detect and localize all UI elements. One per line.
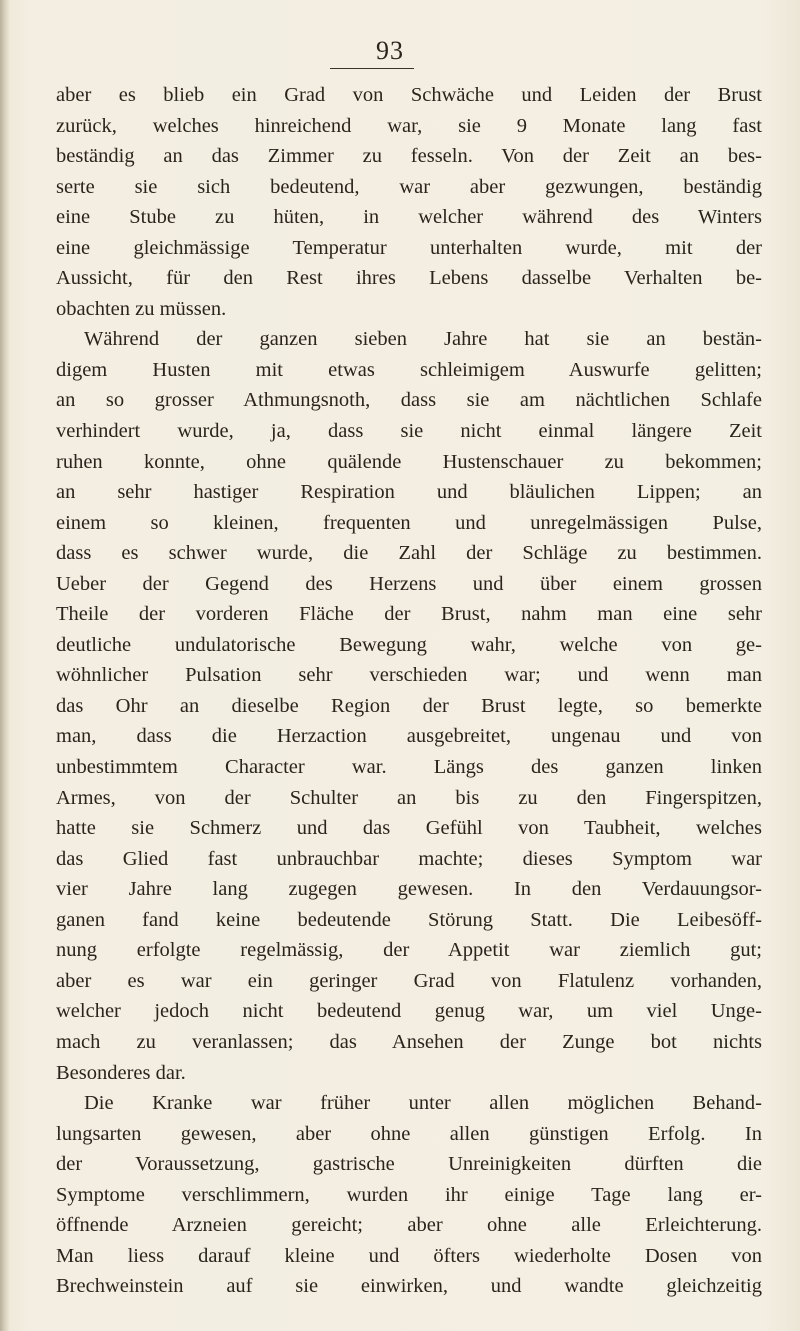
text-line: an sehr hastiger Respiration und bläulichen Lippen; an (56, 481, 762, 504)
text-line: das Ohr an dieselbe Region der Brust legte, so bemerkte (56, 694, 762, 717)
text-line: einem so kleinen, frequenten und unregelmässigen Pulse, (56, 511, 762, 534)
text-line: man, dass die Herzaction ausgebreitet, ungenau und von (56, 725, 762, 748)
text-line: aber es blieb ein Grad von Schwäche und Leiden der Brust (56, 84, 762, 106)
text-line: öffnende Arzneien gereicht; aber ohne alle Erleichterung. (56, 1214, 762, 1237)
text-line: mach zu veranlassen; das Ansehen der Zunge bot nichts (56, 1030, 762, 1053)
page-binding-edge (0, 0, 10, 1331)
text-line: serte sie sich bedeutend, war aber gezwungen, beständig (56, 175, 762, 198)
text-line: das Glied fast unbrauchbar machte; dieses Symptom war (56, 847, 762, 870)
text-line: dass es schwer wurde, die Zahl der Schläge zu bestimmen. (56, 542, 762, 565)
text-line: obachten zu müssen. (56, 297, 227, 320)
text-line: eine Stube zu hüten, in welcher während des Winters (56, 206, 762, 229)
text-line: deutliche undulatorische Bewegung wahr, welche von ge- (56, 633, 762, 656)
text-line: unbestimmtem Character war. Längs des ganzen linken (56, 756, 762, 779)
text-line: verhindert wurde, ja, dass sie nicht einmal längere Zeit (56, 420, 762, 443)
text-line: Symptome verschlimmern, wurden ihr einige Tage lang er- (56, 1183, 762, 1206)
text-line: vier Jahre lang zugegen gewesen. In den Verdauungsor- (56, 878, 762, 901)
text-line: welcher jedoch nicht bedeutend genug war, um viel Unge- (56, 1000, 762, 1023)
text-line: Besonderes dar. (56, 1061, 186, 1084)
paragraph-start-line: Die Kranke war früher unter allen möglichen Behand- (84, 1092, 762, 1115)
body-text (56, 80, 762, 1302)
text-line: Brechweinstein auf sie einwirken, und wandte gleichzeitig (56, 1275, 762, 1298)
text-line: ruhen konnte, ohne quälende Hustenschauer zu bekommen; (56, 450, 762, 473)
text-line: Man liess darauf kleine und öfters wiederholte Dosen von (56, 1244, 762, 1267)
text-line: Theile der vorderen Fläche der Brust, nahm man eine sehr (56, 603, 762, 626)
text-line: ganen fand keine bedeutende Störung Statt. Die Leibesöff- (56, 908, 762, 931)
text-line: aber es war ein geringer Grad von Flatulenz vorhanden, (56, 969, 762, 992)
text-line: lungsarten gewesen, aber ohne allen günstigen Erfolg. In (56, 1122, 762, 1145)
text-line: Aussicht, für den Rest ihres Lebens dasselbe Verhalten be- (56, 267, 762, 290)
text-line: eine gleichmässige Temperatur unterhalten wurde, mit der (56, 236, 762, 259)
text-line: der Voraussetzung, gastrische Unreinigkeiten dürften die (56, 1153, 762, 1176)
text-line: hatte sie Schmerz und das Gefühl von Taubheit, welches (56, 817, 762, 840)
text-line: Armes, von der Schulter an bis zu den Fingerspitzen, (56, 786, 762, 809)
text-line: Ueber der Gegend des Herzens und über einem grossen (56, 572, 762, 595)
text-line: zurück, welches hinreichend war, sie 9 Monate lang fast (56, 114, 762, 137)
text-line: wöhnlicher Pulsation sehr verschieden war; und wenn man (56, 664, 762, 687)
page-number: 93 (376, 36, 404, 65)
text-line: an so grosser Athmungsnoth, dass sie am nächtlichen Schlafe (56, 389, 762, 412)
text-line: beständig an das Zimmer zu fesseln. Von der Zeit an bes- (56, 145, 762, 168)
text-line: digem Husten mit etwas schleimigem Auswurfe gelitten; (56, 358, 762, 381)
text-line: nung erfolgte regelmässig, der Appetit war ziemlich gut; (56, 939, 762, 962)
page-number-underline (330, 68, 414, 69)
paragraph-start-line: Während der ganzen sieben Jahre hat sie an bestän- (84, 328, 762, 351)
